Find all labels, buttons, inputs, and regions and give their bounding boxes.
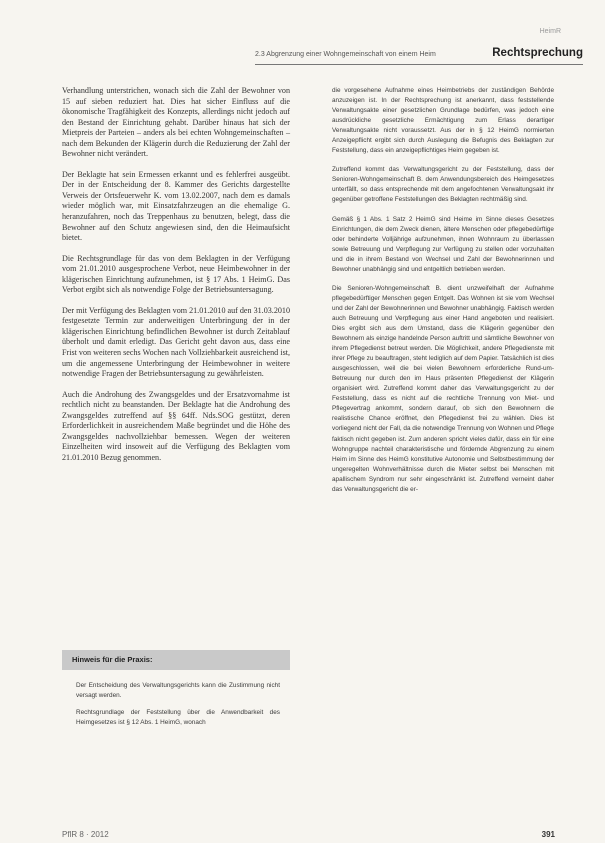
right-column xyxy=(332,86,554,504)
paragraph: Zutreffend kommt das Verwaltungsgericht zu der Feststellung, dass der Senioren-Wohngemeinschaft B. dem Anwendungsbereich des Heimgesetzes unterfällt, so dass entsprechende mit dem angefochtenen Verwaltungsakt ihr gegenüber getroffene Feststellungen des Beklagten rechtmäßig sind. xyxy=(332,166,554,204)
paragraph: Rechtsgrundlage der Feststellung über die Anwendbarkeit des Heimgesetzes ist § 12 Abs. 1 HeimG, wonach xyxy=(76,709,280,726)
paragraph: Verhandlung unterstrichen, wonach sich die Zahl der Bewohner von 15 auf sieben reduziert hat. Dies hat sicher Einfluss auf die ökonomische Tragfähigkeit des Konzepts, allerdings nicht jedoch auf den Bestand der Einrichtung gehabt. Darüber hinaus hat sich der Mietpreis der Parteien – anders als bei echten Wohngemeinschaften – nach dem Bekunden der Klägerin durch die Reduzierung der Zahl der Bewohner nicht verändert. xyxy=(62,86,290,159)
page-number: 391 xyxy=(541,830,555,839)
paragraph: Gemäß § 1 Abs. 1 Satz 2 HeimG sind Heime im Sinne dieses Gesetzes Einrichtungen, die dem Zweck dienen, ältere Menschen oder pflegebedürftige oder behinderte Volljährige aufzunehmen, ihnen Wohnraum zu überlassen sowie Betreuung und Verpflegung zur Verfügung zu stellen oder vorzuhalten und die in ihrem Bestand von Wechsel und Zahl der Bewohnerinnen und Bewohner unabhängig sind und entgeltlich betrieben werden. xyxy=(332,215,554,273)
journal-issue: PflR 8 · 2012 xyxy=(62,830,109,839)
paragraph: die vorgesehene Aufnahme eines Heimbetriebs der zuständigen Behörde anzuzeigen ist. In der Rechtsprechung ist anerkannt, dass feststellende Verwaltungsakte einer gesetzlichen Grundlage bedürfen, was jedoch eine ausdrückliche gesetzliche Ermächtigung zum Erlass derartiger Verwaltungsakte nicht voraussetzt. Aus der in § 12 HeimG normierten Anzeigepflicht ergibt sich durch Auslegung die Befugnis des Beklagten zur Feststellung, dass ein anzeigepflichtiges Heim gegeben ist. xyxy=(332,87,554,155)
practice-note-box xyxy=(62,650,290,734)
paragraph: Der Beklagte hat sein Ermessen erkannt und es fehlerfrei ausgeübt. Der in der Entscheidung der 8. Kammer des Gerichts dargestellte Verweis der Ortsfeuerwehr K. vom 13.02.2007, nach dem es damals wieder möglich war, mit Einsatzfahrzeugen an die ehemalige G. heranzufahren, noch das Treppenhaus zu benutzen, belegt, dass die Bewohner auf den Schutz angewiesen sind, den die Heimaufsicht bietet. xyxy=(62,169,290,243)
practice-note-body xyxy=(62,670,290,728)
running-header xyxy=(255,44,583,65)
paragraph: Auch die Androhung des Zwangsgeldes und der Ersatzvornahme ist rechtlich nicht zu beanstanden. Der Beklagte hat die Androhung des Zwangsgeldes zutreffend auf §§ 64ff. Nds.SOG gestützt, deren Erforderlichkeit in ausreichendem Maße begründet und die Höhe des Zwangsgeldes nachvollziehbar bemessen. Wegen der weiteren Einzelheiten wird insoweit auf die Verfügung des Beklagten vom 21.01.2010 Bezug genommen. xyxy=(62,389,290,462)
paragraph: Die Senioren-Wohngemeinschaft B. dient unzweifelhaft der Aufnahme pflegebedürftiger Menschen gegen Entgelt. Das Wohnen ist sie vom Wechsel und der Zahl der Bewohnerinnen und Bewohner unabhängig. Faktisch werden auch Betreuung und Verpflegung aus einer Hand angeboten und realisiert. Dies ergibt sich aus dem Umstand, dass die Klägerin gegenüber den Bewohnern als einzige handelnde Person auftritt und sämtliche Bewohner von ihrem Pflegedienst betreut werden. Die Möglichkeit, andere Pflegedienste mit ihrer Pflege zu beauftragen, steht lediglich auf dem Papier. Tatsächlich ist dies ausgeschlossen, weil die bei vielen Bewohnern erforderliche Rund-um-Betreuung nur durch den im Haus präsenten Pflegedienst der Klägerin organisiert wird. Zutreffend kommt daher das Verwaltungsgericht zu der Feststellung, dass es nicht auf die rechtliche Trennung von Miet- und Pflegevertrag ankommt, sondern darauf, ob sich den Bewohnern die realistische Chance eröffnet, den Pflegedienst frei zu wählen. Dies ist vorliegend nicht der Fall, da die notwendige Trennung von Wohnen und Pflege faktisch nicht gegeben ist. Zum anderen spricht vieles dafür, dass ein für eine Wohngruppe nachteil charakteristische und fördernde Abgrenzung zu einem Heim im Sinne des HeimG konstitutive Autonomie und Selbstbestimmung der ungeregelten Wohnverhältnisse durch die Mieter selbst bei Menschen mit apallischem Syndrom nur sehr eingeschränkt ist. Zutreffend verneint daher das Verwaltungsgericht die er- xyxy=(332,284,554,493)
practice-note-heading: Hinweis für die Praxis: xyxy=(62,650,290,670)
paragraph: Der mit Verfügung des Beklagten vom 21.01.2010 auf den 31.03.2010 festgesetzte Termin zur anderweitigen Unterbringung der in der klägerischen Einrichtung befindlichen Bewohner ist durch Zeitablauf überholt und damit erledigt. Das Gericht geht davon aus, dass eine Frist von weiteren sechs Wochen nach Vollziehbarkeit ausreichend ist, um die angemessene Unterbringung der Heimbewohner in weitere notwendige Fragen der Betriebsuntersagung zu gewährleisten. xyxy=(62,305,291,379)
running-head-corner: HeimR xyxy=(539,28,561,35)
section-subtitle: 2.3 Abgrenzung einer Wohngemeinschaft von einem Heim xyxy=(255,51,436,58)
section-title: Rechtsprechung xyxy=(492,47,583,59)
paragraph: Der Entscheidung des Verwaltungsgerichts kann die Zustimmung nicht versagt werden. xyxy=(76,682,280,699)
paragraph: Die Rechtsgrundlage für das von dem Beklagten in der Verfügung vom 21.01.2010 ausgesprochene Verbot, neue Heimbewohner in der klägerischen Einrichtung aufzunehmen, ist § 17 Abs. 1 HeimG. Das Verbot ergibt sich als notwendige Folge der Betriebsuntersagung. xyxy=(62,253,290,295)
left-column xyxy=(62,86,290,474)
